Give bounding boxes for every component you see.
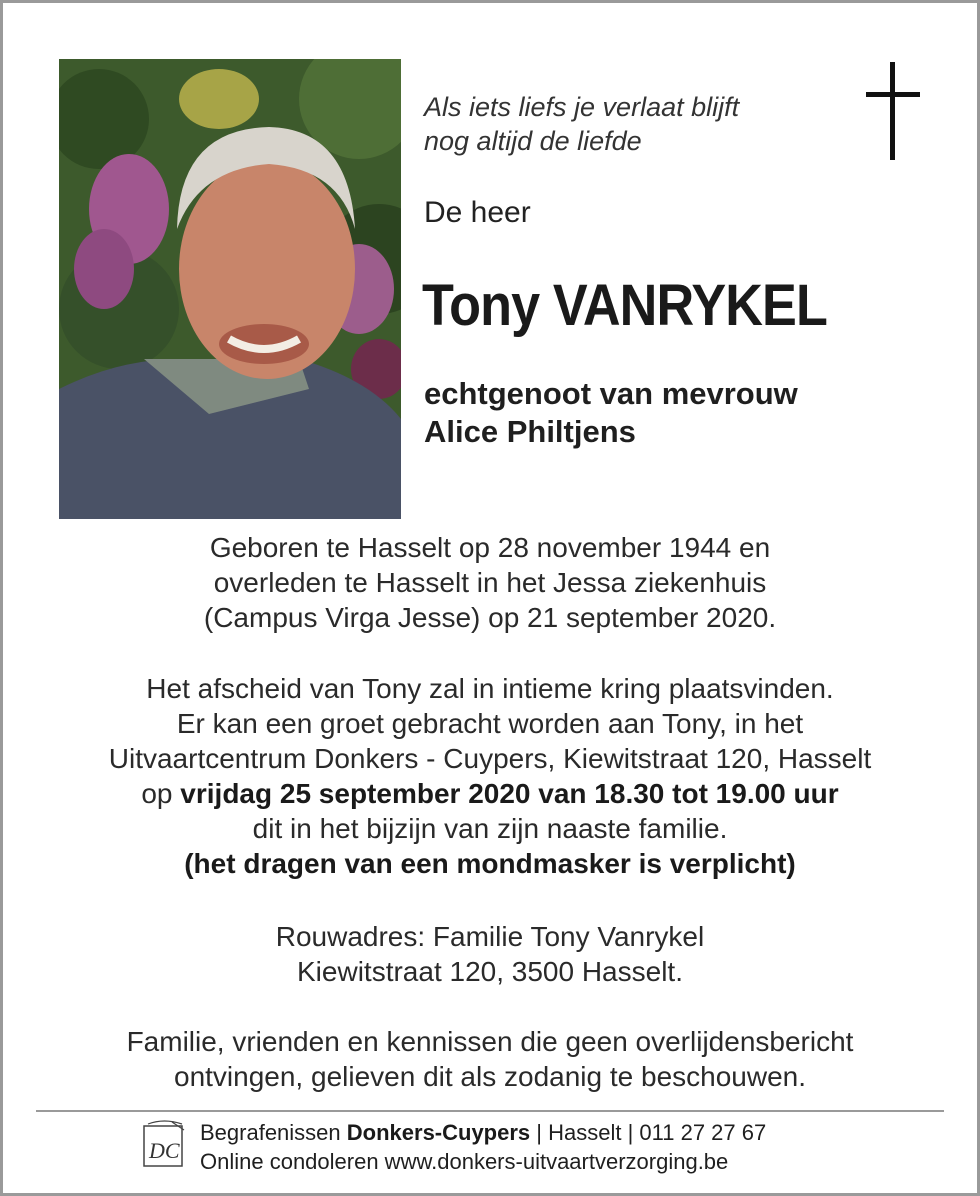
portrait-illustration [59,59,401,519]
paragraph-line: Uitvaartcentrum Donkers - Cuypers, Kiewitstraat 120, Hasselt [108,743,872,774]
paragraph-line: Kiewitstraat 120, 3500 Hasselt. [297,956,683,987]
motto-line: nog altijd de liefde [424,126,642,156]
mask-notice-text: (het dragen van een mondmasker is verplicht) [184,848,796,879]
motto [424,90,739,158]
spouse-line: Alice Philtjens [424,414,636,449]
footer [200,1118,766,1176]
visitation-date: vrijdag 25 september 2020 van 18.30 tot 19.00 uur [180,778,839,809]
paragraph-line: Er kan een groet gebracht worden aan Tony, in het [176,708,804,739]
address-paragraph [0,919,980,989]
cross-icon [862,62,924,160]
paragraph-line: ontvingen, gelieven dit als zodanig te beschouwen. [174,1061,806,1092]
paragraph-line: Geboren te Hasselt op 28 november 1944 en [209,532,771,563]
spouse-line: echtgenoot van mevrouw [424,376,798,411]
footer-divider [36,1110,944,1112]
paragraph-line: Het afscheid van Tony zal in intieme kring plaatsvinden. [146,673,834,704]
paragraph-line: (Campus Virga Jesse) op 21 september 2020. [203,602,777,633]
footer-contact: | Hasselt | 011 27 27 67 [530,1120,767,1145]
company-name: Donkers-Cuypers [346,1120,531,1145]
spouse-info [424,375,798,451]
mask-notice [0,846,980,881]
paragraph-line: overleden te Hasselt in het Jessa ziekenhuis [213,567,767,598]
date-prefix: op [141,778,181,809]
paragraph-line: Rouwadres: Familie Tony Vanrykel [275,921,705,952]
logo-text: DC [149,1138,180,1163]
salutation: De heer [424,196,531,229]
notice-paragraph [0,1024,980,1094]
funeral-home-logo [142,1120,186,1170]
footer-line [200,1118,766,1147]
farewell-paragraph [0,671,980,881]
deceased-name: Tony VANRYKEL [422,273,827,338]
paragraph-line: Familie, vrienden en kennissen die geen overlijdensbericht [126,1026,854,1057]
footer-prefix: Begrafenissen [200,1120,347,1145]
paragraph-line: dit in het bijzijn van zijn naaste familie. [252,813,728,844]
portrait-photo [59,59,401,519]
paragraph-line [0,776,980,811]
birth-death-paragraph [0,530,980,635]
footer-website: Online condoleren www.donkers-uitvaartverzorging.be [200,1149,729,1174]
motto-line: Als iets liefs je verlaat blijft [424,92,740,122]
